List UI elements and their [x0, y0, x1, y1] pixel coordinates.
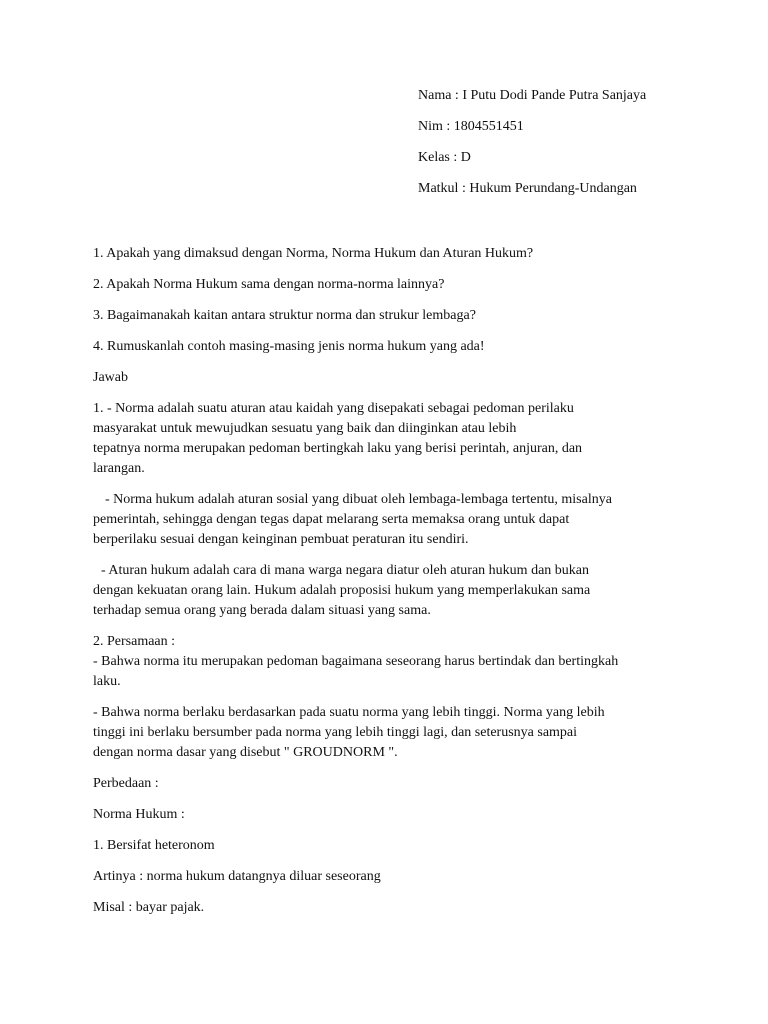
document-body [93, 244, 683, 929]
question-1: 1. Apakah yang dimaksud dengan Norma, Norma Hukum dan Aturan Hukum? [93, 246, 534, 261]
student-name: Nama : I Putu Dodi Pande Putra Sanjaya [418, 88, 647, 103]
question-2: 2. Apakah Norma Hukum sama dengan norma-norma lainnya? [93, 277, 445, 292]
answer-2-persamaan [93, 632, 683, 692]
perbedaan-heading: Perbedaan : [93, 776, 159, 791]
text-line: pemerintah, sehingga dengan tegas dapat melarang serta memaksa orang untuk dapat [93, 512, 570, 527]
student-nim: Nim : 1804551451 [418, 119, 524, 134]
text-line: tinggi ini berlaku bersumber pada norma yang lebih tinggi lagi, dan seterusnya sampai [93, 725, 578, 740]
text-line: - Aturan hukum adalah cara di mana warga negara diatur oleh aturan hukum dan bukan [101, 563, 590, 578]
misal-text: Misal : bayar pajak. [93, 900, 205, 915]
heteronom-item: 1. Bersifat heteronom [93, 838, 215, 853]
text-line: terhadap semua orang yang berada dalam situasi yang sama. [93, 603, 431, 618]
norma-hukum-heading: Norma Hukum : [93, 807, 185, 822]
text-line: masyarakat untuk mewujudkan sesuatu yang baik dan diinginkan atau lebih [93, 421, 517, 436]
text-line: tepatnya norma merupakan pedoman bertingkah laku yang berisi perintah, anjuran, dan [93, 441, 583, 456]
text-line: dengan kekuatan orang lain. Hukum adalah proposisi hukum yang memperlakukan sama [93, 583, 591, 598]
text-line: - Bahwa norma itu merupakan pedoman bagaimana seseorang harus bertindak dan bertingkah [93, 654, 619, 669]
text-line: - Norma hukum adalah aturan sosial yang dibuat oleh lembaga-lembaga tertentu, misalnya [105, 492, 612, 507]
text-line: 1. - Norma adalah suatu aturan atau kaidah yang disepakati sebagai pedoman perilaku [93, 401, 574, 416]
answer-1-norma-hukum [93, 490, 683, 550]
answer-2-berlaku [93, 703, 683, 763]
student-info [418, 86, 748, 210]
text-line: - Bahwa norma berlaku berdasarkan pada suatu norma yang lebih tinggi. Norma yang lebih [93, 705, 605, 720]
answer-1-aturan-hukum [93, 561, 683, 621]
text-line: berperilaku sesuai dengan keinginan pembuat peraturan itu sendiri. [93, 532, 469, 547]
student-class: Kelas : D [418, 150, 471, 165]
jawab-heading: Jawab [93, 370, 128, 385]
course-name: Matkul : Hukum Perundang-Undangan [418, 181, 637, 196]
artinya-text: Artinya : norma hukum datangnya diluar seseorang [93, 869, 381, 884]
text-line: larangan. [93, 461, 145, 476]
text-line: dengan norma dasar yang disebut " GROUDNORM ". [93, 745, 398, 760]
text-line: 2. Persamaan : [93, 634, 176, 649]
text-line: laku. [93, 674, 121, 689]
answer-1-norma [93, 399, 683, 479]
question-4: 4. Rumuskanlah contoh masing-masing jenis norma hukum yang ada! [93, 339, 485, 354]
question-3: 3. Bagaimanakah kaitan antara struktur norma dan strukur lembaga? [93, 308, 476, 323]
